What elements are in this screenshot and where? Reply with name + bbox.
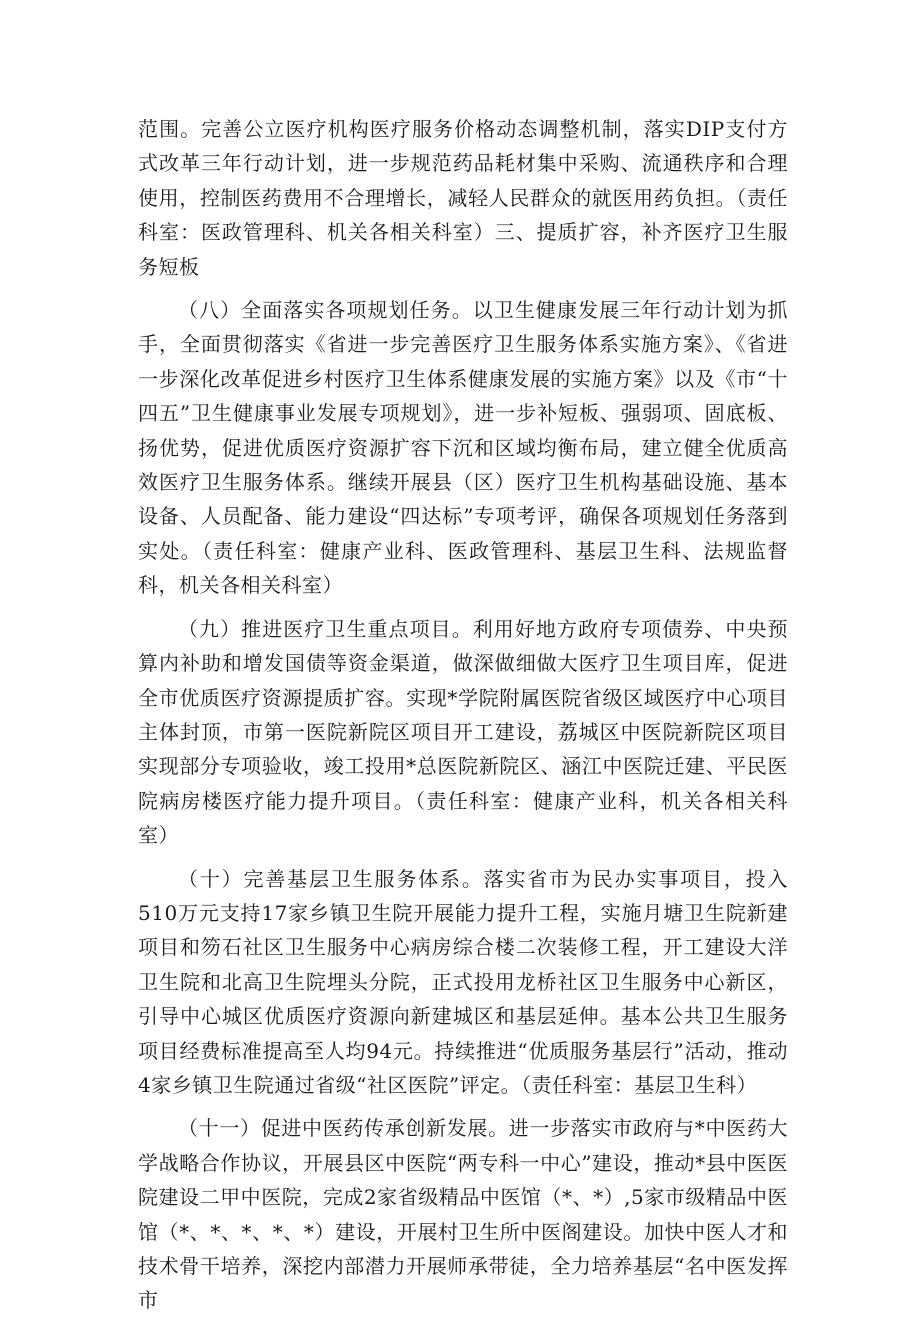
paragraph-item-10: （十）完善基层卫生服务体系。落实省市为民办实事项目，投入510万元支持17家乡镇卫生院开展能力提升工程，实施月塘卫生院新建项目和笏石社区卫生服务中心病房综合楼二次装修工程，开工建设大洋卫生院和北高卫生院埋头分院，正式投用龙桥社区卫生服务中心新区，引导中心城区优质医疗资源向新建城区和基层延伸。基本公共卫生服务项目经费标准提高至人均94元。持续推进“优质服务基层行”活动，推动4家乡镇卫生院通过省级“社区医院”评定。（责任科室：基层卫生科） [138, 866, 788, 1097]
paragraph-intro: 范围。完善公立医疗机构医疗服务价格动态调整机制，落实DIP支付方式改革三年行动计划，进一步规范药品耗材集中采购、流通秩序和合理使用，控制医药费用不合理增长，减轻人民群众的就医用药负担。（责任科室：医政管理科、机关各相关科室）三、提质扩容，补齐医疗卫生服务短板 [138, 117, 788, 279]
paragraph-item-9: （九）推进医疗卫生重点项目。利用好地方政府专项债券、中央预算内补助和增发国债等资金渠道，做深做细做大医疗卫生项目库，促进全市优质医疗资源提质扩容。实现*学院附属医院省级区域医疗中心项目主体封顶，市第一医院新院区项目开工建设，荔城区中医院新院区项目实现部分专项验收，竣工投用*总医院新院区、涵江中医院迁建、平民医院病房楼医疗能力提升项目。（责任科室：健康产业科，机关各相关科室） [138, 616, 788, 848]
paragraph-item-8: （八）全面落实各项规划任务。以卫生健康发展三年行动计划为抓手，全面贯彻落实《省进一步完善医疗卫生服务体系实施方案》、《省进一步深化改革促进乡村医疗卫生体系健康发展的实施方案》以及《市“十四五”卫生健康事业发展专项规划》，进一步补短板、强弱项、固底板、扬优势，促进优质医疗资源扩容下沉和区域均衡布局，建立健全优质高效医疗卫生服务体系。继续开展县（区）医疗卫生机构基础设施、基本设备、人员配备、能力建设“四达标”专项考评，确保各项规划任务落到实处。（责任科室：健康产业科、医政管理科、基层卫生科、法规监督科，机关各相关科室） [138, 298, 788, 598]
document-page [138, 112, 788, 1318]
paragraph-item-11: （十一）促进中医药传承创新发展。进一步落实市政府与*中医药大学战略合作协议，开展县区中医院“两专科一中心”建设，推动*县中医医院建设二甲中医院，完成2家省级精品中医馆（*、*）,5家市级精品中医馆（*、*、*、*、*）建设，开展村卫生所中医阁建设。加快中医人才和技术骨干培养，深挖内部潜力开展师承带徒，全力培养基层“名中医发挥市 [138, 1116, 788, 1313]
